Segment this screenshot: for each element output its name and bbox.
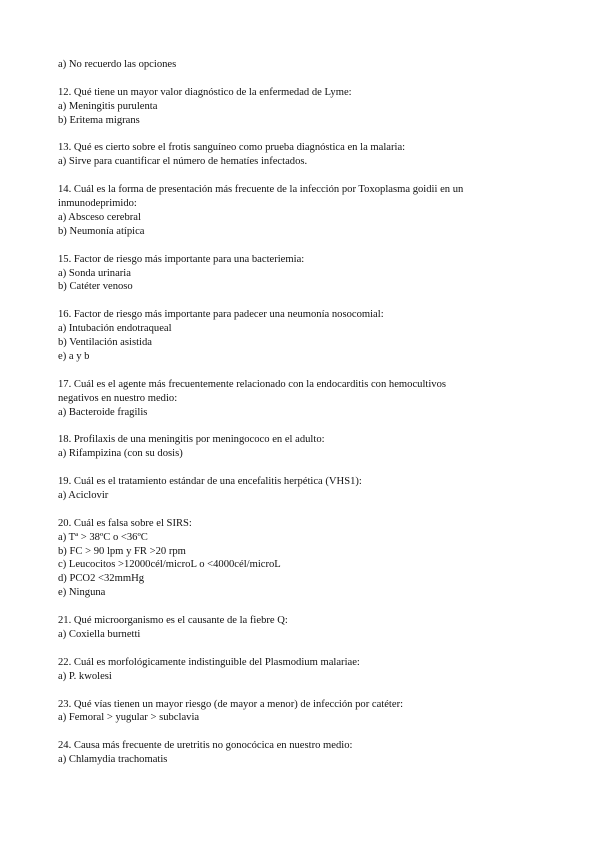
- question-text-continued: negativos en nuestro medio:: [58, 392, 178, 404]
- question-20: [58, 517, 538, 600]
- answer-option: b) Eritema migrans: [58, 114, 140, 126]
- question-14: [58, 183, 538, 239]
- answer-option: a) Chlamydia trachomatis: [58, 754, 168, 766]
- answer-option: d) PCO2 <32mmHg: [58, 573, 145, 585]
- question-text: 12. Qué tiene un mayor valor diagnóstico de la enfermedad de Lyme:: [58, 86, 352, 98]
- answer-option: e) Ninguna: [58, 587, 106, 599]
- answer-option: a) Femoral > yugular > subclavia: [58, 712, 200, 724]
- answer-option: b) Catéter venoso: [58, 281, 133, 293]
- question-17: [58, 378, 538, 420]
- answer-option: a) Intubación endotraqueal: [58, 323, 172, 335]
- question-text-continued: inmunodeprimido:: [58, 198, 137, 210]
- question-text: 18. Profilaxis de una meningitis por meningococo en el adulto:: [58, 434, 325, 446]
- answer-option: a) P. kwolesi: [58, 670, 112, 682]
- intro-block: [58, 58, 538, 72]
- question-18: [58, 433, 538, 461]
- answer-option: a) Meningitis purulenta: [58, 100, 158, 112]
- answer-option: a) Aciclovir: [58, 489, 109, 501]
- question-24: [58, 739, 538, 767]
- question-15: [58, 253, 538, 295]
- question-19: [58, 475, 538, 503]
- question-text: 21. Qué microorganismo es el causante de la fiebre Q:: [58, 615, 288, 627]
- answer-option: a) Tª > 38ºC o <36ºC: [58, 531, 148, 543]
- answer-option: e) a y b: [58, 350, 90, 362]
- question-23: [58, 698, 538, 726]
- question-21: [58, 614, 538, 642]
- question-text: 20. Cuál es falsa sobre el SIRS:: [58, 517, 192, 529]
- question-12: [58, 86, 538, 128]
- question-text: 13. Qué es cierto sobre el frotis sanguíneo como prueba diagnóstica en la malaria:: [58, 142, 406, 154]
- question-text: 19. Cuál es el tratamiento estándar de una encefalitis herpética (VHS1):: [58, 476, 362, 488]
- answer-option: a) Bacteroide fragilis: [58, 406, 148, 418]
- question-22: [58, 656, 538, 684]
- answer-option: b) Ventilación asistida: [58, 337, 152, 349]
- question-text: 15. Factor de riesgo más importante para una bacteriemia:: [58, 253, 305, 265]
- question-text: 16. Factor de riesgo más importante para padecer una neumonía nosocomial:: [58, 309, 384, 321]
- answer-option: b) FC > 90 lpm y FR >20 rpm: [58, 545, 186, 557]
- question-text: 24. Causa más frecuente de uretritis no gonocócica en nuestro medio:: [58, 740, 353, 752]
- answer-option: a) Sirve para cuantificar el número de hematíes infectados.: [58, 156, 308, 168]
- answer-option: b) Neumonía atípica: [58, 225, 145, 237]
- question-16: [58, 308, 538, 364]
- question-text: 14. Cuál es la forma de presentación más frecuente de la infección por Toxoplasma goidii en un: [58, 184, 464, 196]
- question-text: 22. Cuál es morfológicamente indistinguible del Plasmodium malariae:: [58, 656, 360, 668]
- answer-option: c) Leucocitos >12000cél/microL o <4000cél/microL: [58, 559, 281, 571]
- question-text: 17. Cuál es el agente más frecuentemente relacionado con la endocarditis con hemocultivos: [58, 378, 446, 390]
- answer-option: a) No recuerdo las opciones: [58, 59, 177, 70]
- answer-option: a) Rifampizina (con su dosis): [58, 448, 183, 460]
- answer-option: a) Sonda urinaria: [58, 267, 131, 279]
- question-text: 23. Qué vías tienen un mayor riesgo (de mayor a menor) de infección por catéter:: [58, 698, 404, 710]
- question-13: [58, 141, 538, 169]
- answer-option: a) Coxiella burnetti: [58, 629, 141, 640]
- answer-option: a) Absceso cerebral: [58, 211, 141, 223]
- document-page: [58, 58, 538, 781]
